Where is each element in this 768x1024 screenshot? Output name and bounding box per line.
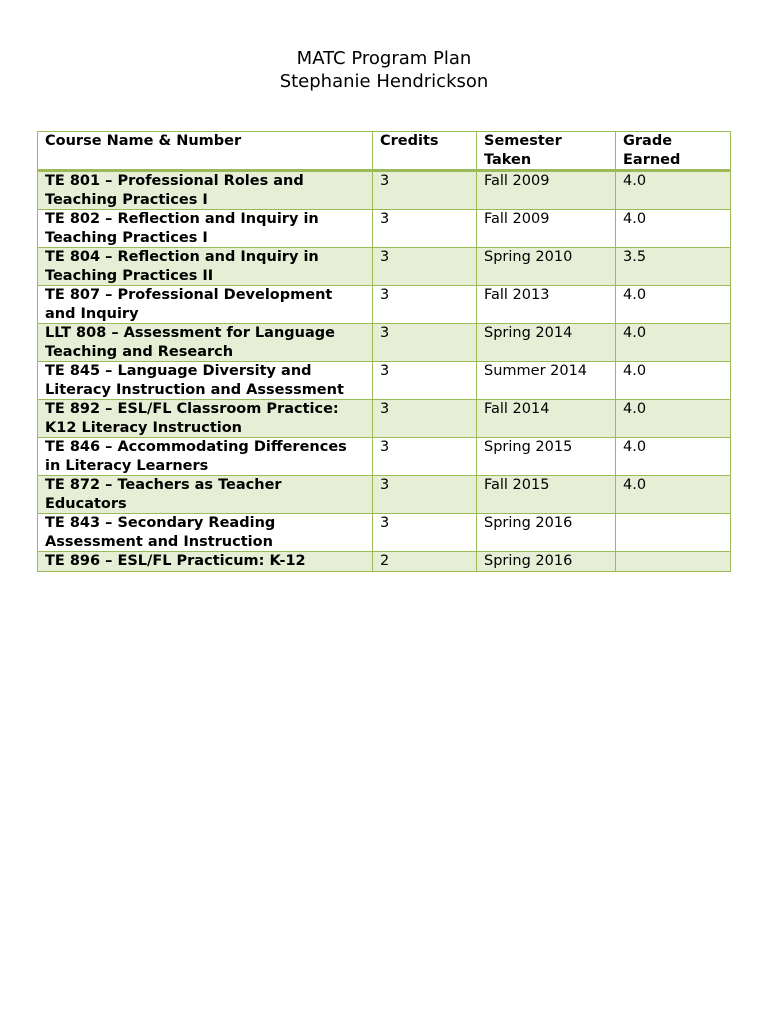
course-cell: TE 845 – Language Diversity and Literacy Instruction and Assessment (38, 362, 373, 400)
table-row (38, 362, 731, 400)
grade-cell: 4.0 (616, 400, 731, 438)
credits-cell: 3 (373, 248, 477, 286)
table-row (38, 171, 731, 210)
semester-cell: Fall 2015 (477, 476, 616, 514)
table-row (38, 514, 731, 552)
course-cell: TE 807 – Professional Development and Inquiry (38, 286, 373, 324)
table-row (38, 324, 731, 362)
credits-cell: 3 (373, 438, 477, 476)
credits-cell: 3 (373, 286, 477, 324)
semester-cell: Fall 2009 (477, 210, 616, 248)
grade-cell: 4.0 (616, 210, 731, 248)
grade-cell: 4.0 (616, 171, 731, 210)
table-row (38, 248, 731, 286)
header-course: Course Name & Number (38, 132, 373, 171)
table-header-row (38, 132, 731, 171)
semester-cell: Fall 2013 (477, 286, 616, 324)
semester-cell: Spring 2016 (477, 514, 616, 552)
semester-cell: Spring 2015 (477, 438, 616, 476)
table-row (38, 286, 731, 324)
semester-cell: Summer 2014 (477, 362, 616, 400)
credits-cell: 3 (373, 362, 477, 400)
course-cell: TE 802 – Reflection and Inquiry in Teaching Practices I (38, 210, 373, 248)
semester-cell: Spring 2014 (477, 324, 616, 362)
table-row (38, 438, 731, 476)
grade-cell: 4.0 (616, 324, 731, 362)
grade-cell: 4.0 (616, 286, 731, 324)
student-name: Stephanie Hendrickson (279, 71, 489, 92)
credits-cell: 3 (373, 476, 477, 514)
credits-cell: 3 (373, 514, 477, 552)
course-cell: TE 804 – Reflection and Inquiry in Teaching Practices II (38, 248, 373, 286)
course-cell: TE 801 – Professional Roles and Teaching Practices I (38, 171, 373, 210)
table-row (38, 400, 731, 438)
header-grade: Grade Earned (616, 132, 731, 171)
document-header (0, 47, 768, 93)
grade-cell (616, 514, 731, 552)
grade-cell: 3.5 (616, 248, 731, 286)
semester-cell: Spring 2016 (477, 552, 616, 572)
semester-cell: Fall 2009 (477, 171, 616, 210)
semester-cell: Fall 2014 (477, 400, 616, 438)
credits-cell: 3 (373, 171, 477, 210)
course-cell: TE 846 – Accommodating Differences in Literacy Learners (38, 438, 373, 476)
grade-cell: 4.0 (616, 476, 731, 514)
credits-cell: 2 (373, 552, 477, 572)
program-plan-table (37, 131, 731, 572)
grade-cell (616, 552, 731, 572)
course-cell: LLT 808 – Assessment for Language Teaching and Research (38, 324, 373, 362)
header-credits: Credits (373, 132, 477, 171)
header-semester: Semester Taken (477, 132, 616, 171)
table-row (38, 210, 731, 248)
course-cell: TE 892 – ESL/FL Classroom Practice: K12 Literacy Instruction (38, 400, 373, 438)
table-row (38, 476, 731, 514)
grade-cell: 4.0 (616, 362, 731, 400)
table-row (38, 552, 731, 572)
grade-cell: 4.0 (616, 438, 731, 476)
course-cell: TE 872 – Teachers as Teacher Educators (38, 476, 373, 514)
course-cell: TE 896 – ESL/FL Practicum: K-12 (38, 552, 373, 572)
semester-cell: Spring 2010 (477, 248, 616, 286)
course-cell: TE 843 – Secondary Reading Assessment and Instruction (38, 514, 373, 552)
credits-cell: 3 (373, 324, 477, 362)
credits-cell: 3 (373, 210, 477, 248)
credits-cell: 3 (373, 400, 477, 438)
page-title: MATC Program Plan (296, 48, 472, 69)
